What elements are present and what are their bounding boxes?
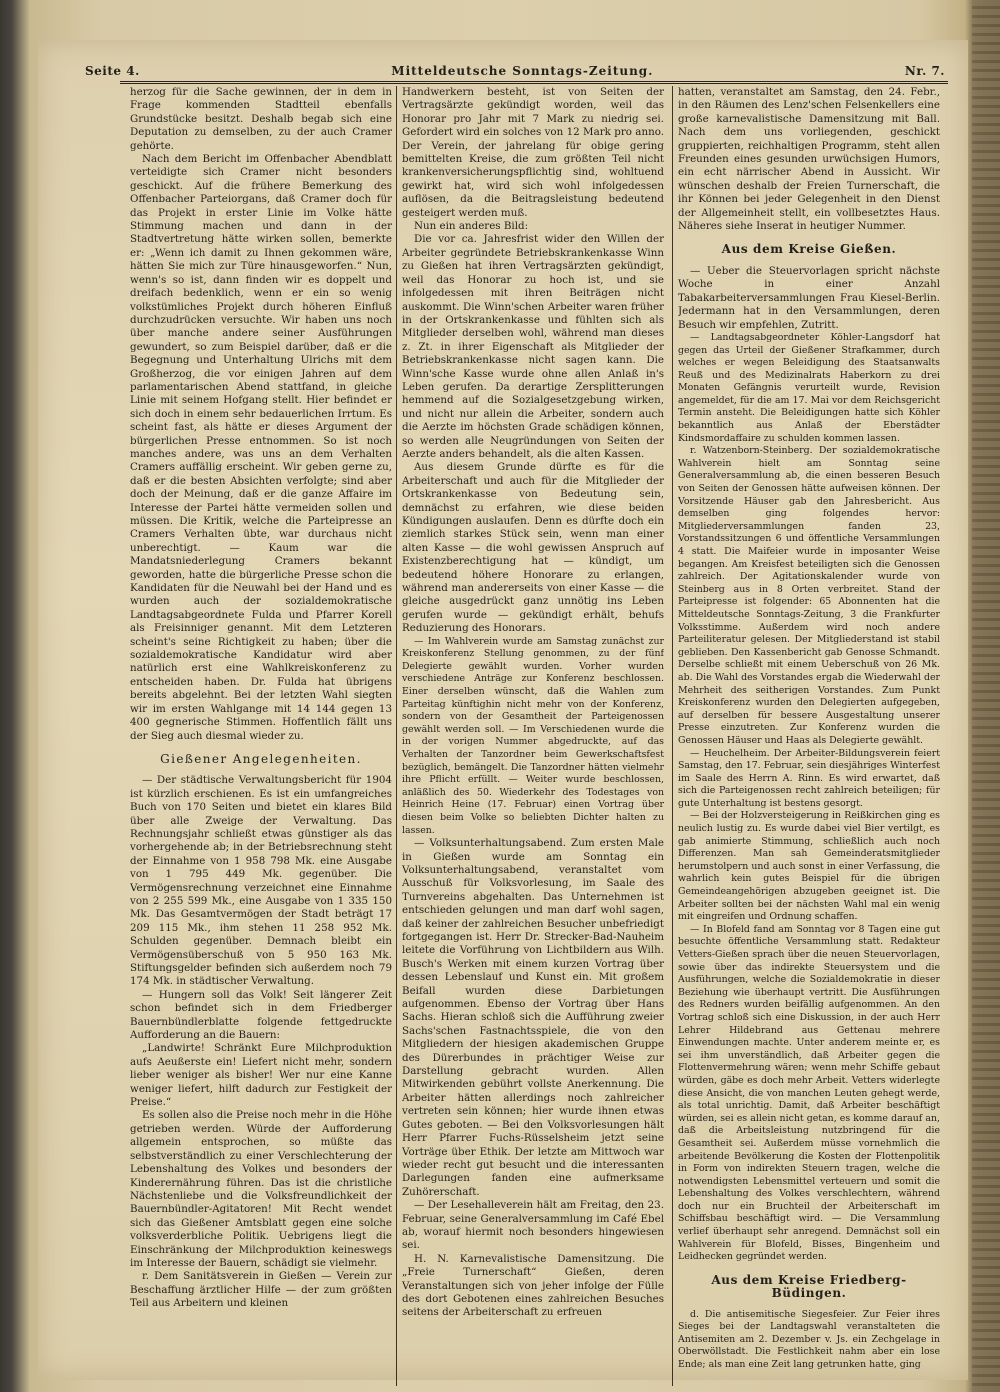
article-paragraph: — Der Lesehalleverein hält am Freitag, den 23. Februar, seine Generalversammlung im Café Ebel ab, worauf hiermit noch besonders hingewiesen sei.: [402, 1199, 664, 1252]
article-paragraph: — Ueber die Steuervorlagen spricht nächste Woche in einer Anzahl Tabakarbeiterversammlungen Frau Kiesel-Berlin. Jedermann hat in den Versammlungen, deren Besuch wir empfehlen, Zutritt.: [678, 264, 940, 331]
column-3: [678, 86, 940, 1376]
article-paragraph: H. N. Karnevalistische Damensitzung. Die „Freie Turnerschaft“ Gießen, deren Veranstaltungen sich von jeher infolge der Fülle des dort Gebotenen eines zahlreichen Besuches seitens der Arbeiterschaft zu erfreuen: [402, 1252, 664, 1319]
article-paragraph: hatten, veranstaltet am Samstag, den 24. Febr., in den Räumen des Lenz'schen Felsenkellers eine große karnevalistische Damensitzung mit Ball. Nach dem uns vorliegenden, geschickt gruppierten, reichhaltigen Programm, steht allen Freunden eines gesunden urwüchsigen Humors, ein echt närrischer Abend in Aussicht. Wir wünschen deshalb der Freien Turnerschaft, die ihr Können bei jeder Gelegenheit in den Dienst der Allgemeinheit stellt, ein vollbesetztes Haus. Näheres siehe Inserat in heutiger Nummer.: [678, 86, 940, 233]
quoted-paragraph: „Landwirte! Schränkt Eure Milchproduktion aufs Aeußerste ein! Liefert nicht mehr, sondern lieber weniger als bisher! Wer nur eine Kanne weniger liefert, hilft dadurch zur Festigkeit der Preise.“: [130, 1042, 392, 1109]
article-paragraph: r. Watzenborn-Steinberg. Der sozialdemokratische Wahlverein hielt am Sonntag seine Generalversammlung ab, die einen besseren Besuch von Seiten der Genossen hätte aufweisen können. Der Vorsitzende Häuser gab den Jahresbericht. Aus demselben ging folgendes hervor: Mitgliederversammlungen fanden 23, Vorstandssitzungen 6 und öffentliche Versammlungen 4 statt. Die Maifeier wurde in imposanter Weise begangen. Am Kreisfest beteiligten sich die Genossen zahlreich. Der Agitationskalender wurde von Steinberg aus in 8 Orten verbreitet. Stand der Parteipresse ist folgender: 65 Abonnenten hat die Mitteldeutsche Sonntags-Zeitung, 3 die Frankfurter Volksstimme. Außerdem wird noch andere Parteiliteratur gelesen. Der Mitgliederstand ist stabil geblieben. Den Kassenbericht gab Genosse Schmandt. Derselbe schließt mit einem Ueberschuß von 26 Mk. ab. Die Wahl des Vorstandes ergab die Wiederwahl der Mehrheit des seitherigen Vorstandes. Zum Punkt Kreiskonferenz wurden den Delegierten aufgegeben, auf derselben für bessere Ausgestaltung unserer Presse einzutreten. Zur Konferenz wurden die Genossen Häuser und Haas als Delegierte gewählt.: [678, 445, 940, 746]
article-paragraph: Handwerkern besteht, ist von Seiten der Vertragsärzte gekündigt worden, weil das Honorar pro Jahr mit 7 Mark zu niedrig sei. Gefordert wird ein solches von 12 Mark pro anno. Der Verein, der jahrelang für obige gering bemittelten Kreise, die zum größten Teil nicht krankenversicherungspflichtig sind, wohltuend gewirkt hat, wird sich wohl infolgedessen auflösen, da die Beitragsleistung bedeutend gesteigert werden muß.: [402, 86, 664, 219]
column-divider: [672, 86, 673, 1386]
page-label: Seite 4.: [85, 64, 140, 78]
article-paragraph: r. Dem Sanitätsverein in Gießen — Verein zur Beschaffung ärztlicher Hilfe — der zum größten Teil aus Arbeitern und kleinen: [130, 1270, 392, 1310]
column-divider: [396, 86, 397, 1386]
issue-number: Nr. 7.: [904, 64, 945, 78]
article-paragraph: — Heuchelheim. Der Arbeiter-Bildungsverein feiert Samstag, den 17. Februar, sein diesjähriges Winterfest im Saale des Herrn A. Rinn. Es wird erwartet, daß sich die Parteigenossen recht zahlreich beteiligen; für gute Unterhaltung ist bestens gesorgt.: [678, 747, 940, 809]
article-paragraph: — Landtagsabgeordneter Köhler-Langsdorf hat gegen das Urteil der Gießener Strafkammer, durch welches er wegen Beleidigung des Staatsanwalts Reuß und des Medizinalrats Haberkorn zu drei Monaten Gefängnis verurteilt wurde, Revision angemeldet, für die am 17. Mai vor dem Reichsgericht Termin ansteht. Die Beleidigungen hatte sich Köhler bekanntlich aus Anlaß der Eberstädter Kindsmordaffaire zu schulden kommen lassen.: [678, 331, 940, 444]
article-paragraph: — Bei der Holzversteigerung in Reißkirchen ging es neulich lustig zu. Es wurde dabei viel Bier vertilgt, es gab animierte Stimmung, schließlich auch noch Differenzen. Man sah Gemeinderatsmitglieder herumstolpern und auch sonst in einer Verfassung, die wahrlich kein gutes Beispiel für die übrigen Gemeindeangehörigen abzugeben geeignet ist. Die Arbeiter sollten bei der nächsten Wahl mal ein wenig mit eingreifen und Ordnung schaffen.: [678, 810, 940, 923]
article-paragraph: herzog für die Sache gewinnen, der in dem in Frage kommenden Stadtteil ebenfalls Grundstücke besitzt. Deshalb begab sich eine Deputation zu demselben, zu der auch Cramer gehörte.: [130, 86, 392, 152]
article-paragraph: d. Die antisemitische Siegesfeier. Zur Feier ihres Sieges bei der Landtagswahl veranstalteten die Antisemiten am 2. Dezember v. Js. ein Zechgelage in Oberwöllstadt. Die Festlichkeit nahm aber ein lose Ende; als man eine Zeit lang getrunken hatte, ging: [678, 1308, 940, 1371]
article-paragraph: Nun ein anderes Bild:: [414, 220, 529, 233]
article-paragraph: — Der städtische Verwaltungsbericht für 1904 ist kürzlich erschienen. Es ist ein umfangreiches Buch von 170 Seiten und bietet ein klares Bild über alle Zweige der Verwaltung. Das Rechnungsjahr schließt etwas günstiger als das vorhergehende ab; in der Betriebsrechnung steht der Einnahme von 1 958 798 Mk. eine Ausgabe von 1 795 449 Mk. gegenüber. Die Vermögensrechnung verzeichnet eine Einnahme von 2 255 599 Mk., eine Ausgabe von 1 335 150 Mk. Das Gesamtvermögen der Stadt beträgt 17 209 115 Mk., ihm stehen 11 258 952 Mk. Schulden gegenüber. Demnach bleibt ein Vermögensüberschuß von 5 950 163 Mk. Stiftungsgelder befinden sich außerdem noch 79 174 Mk. in städtischer Verwaltung.: [130, 774, 392, 988]
column-2: [402, 86, 664, 1376]
article-paragraph: Die vor ca. Jahresfrist wider den Willen der Arbeiter gegründete Betriebskrankenkasse Winn zu Gießen hat ihren Vertragsärzten gekündigt, weil das Honorar zu hoch ist, und sie infolgedessen mit ihren Beiträgen nicht auskommt. Die Winn'schen Arbeiter waren früher in der Ortskrankenkasse und fühlten sich als Mitglieder derselben wohl, während man dieses z. Zt. in ihrer Eigenschaft als Mitglieder der Betriebskrankenkasse nicht sagen kann. Die Winn'sche Kasse wurde ohne allen Anlaß in's Leben gerufen. Da derartige Zersplitterungen hemmend auf die Sozialgesetzgebung wirken, und nicht nur allein die Arbeiter, sondern auch die Aerzte im höchsten Grade schädigen können, so werden alle Neugründungen von Seiten der Aerzte anders behandelt, als die alten Kassen.: [402, 233, 664, 460]
column-1: [130, 86, 392, 1376]
header-rule: [120, 81, 948, 84]
article-paragraph: — Hungern soll das Volk! Seit längerer Zeit schon befindet sich in dem Friedberger Bauernbündlerblatte folgende fettgedruckte Aufforderung an die Bauern:: [130, 988, 392, 1042]
newspaper-title: Mitteldeutsche Sonntags-Zeitung.: [391, 64, 654, 78]
article-paragraph: Aus diesem Grunde dürfte es für die Arbeiterschaft und auch für die Mitglieder der Ortskrankenkasse von Bedeutung sein, demnächst zu erfahren, wie diese beiden Kündigungen auslaufen. Denn es dürfte doch ein ziemlich starkes Stück sein, wenn man einer alten Kasse — die wohl gewissen Anspruch auf Existenzberechtigung hat — kündigt, um bedeutend höhere Honorare zu erlangen, während man andererseits von einer Kasse — die gleiche ausgedrückt ganz unnötig ins Leben gerufen wurde — gekündigt erhält, behufs Reduzierung des Honorars.: [402, 461, 664, 635]
section-heading: Aus dem Kreise Friedberg-Büdingen.: [711, 1272, 907, 1301]
article-paragraph: — Im Wahlverein wurde am Samstag zunächst zur Kreiskonferenz Stellung genommen, zu der fünf Delegierte gewählt wurden. Vorher wurden verschiedene Anträge zur Konferenz beschlossen. Einer derselben wünscht, daß die Wahlen zum Parteitag künftighin nicht mehr von der Konferenz, sondern von der Gesamtheit der Parteigenossen gewählt werden soll. — Im Verschiedenen wurde die in der vorigen Nummer abgedruckte, auf das Verhalten der Tanzordner beim Gewerkschaftsfest bezüglich, bemängelt. Die Tanzordner hätten vielmehr ihre Pflicht erfüllt. — Weiter wurde beschlossen, anläßlich des 50. Wiederkehr des Todestages von Heinrich Heine (17. Februar) einen Vortrag über diesen beim Volke so beliebten Dichter halten zu lassen.: [402, 635, 664, 836]
article-paragraph: Nach dem Bericht im Offenbacher Abendblatt verteidigte sich Cramer nicht besonders geschickt. Auf die frühere Bemerkung des Offenbacher Parteiorgans, daß Cramer doch für das Projekt in erster Linie im Volke hätte Stimmung machen und dann in der Stadtvertretung hätte wirken sollen, bemerkte er: „Wenn ich damit zu Ihnen gekommen wäre, hätten Sie mich zur Türe hinausgeworfen.“ Nun, wenn's so ist, dann finden wir es doppelt und dreifach bedenklich, wenn er ein so wenig volkstümliches Projekt durch höheren Einfluß durchzudrücken versuchte. Wir haben uns noch über manche andere seiner Ausführungen gewundert, so zum Beispiel darüber, daß er die Begegnung und Unterhaltung Ulrichs mit dem Großherzog, die vor einigen Jahren auf dem parlamentarischen Abend stattfand, in gleiche Linie mit seinem Hofgang stellt. Hier befindet er sich doch in einem sehr bedauerlichen Irrtum. Es scheint fast, als hätte er dieses Argument der bürgerlichen Presse entnommen. So ist noch manches andere, was uns an dem Verhalten Cramers auffällig erscheint. Wir geben gerne zu, daß er die besten Absichten verfolgte; sind aber doch der Meinung, daß er die ganze Affaire im Interesse der Partei hätte vermeiden sollen und müssen. Die Kritik, welche die Parteipresse an Cramers Verhalten übte, war durchaus nicht unberechtigt. — Kaum war die Mandatsniederlegung Cramers bekannt geworden, hatte die bürgerliche Presse schon die Kandidaten für die Neuwahl bei der Hand und es wurden auch der sozialdemokratische Landtagsabgeordnete Fulda und Pfarrer Korell als Freisinniger genannt. Mit dem Letzteren scheint's seine Richtigkeit zu haben; über die sozialdemokratische Kandidatur wird aber natürlich erst eine Wahlkreiskonferenz zu entscheiden haben. Dr. Fulda hat übrigens bereits abgelehnt. Bei der letzten Wahl siegten wir im ersten Wahlgange mit 14 144 gegen 13 400 gegnerische Stimmen. Hoffentlich fällt uns der Sieg auch diesmal wieder zu.: [130, 153, 392, 742]
page-header: [85, 62, 945, 80]
article-paragraph: Es sollen also die Preise noch mehr in die Höhe getrieben werden. Würde der Aufforderung allgemein entsprochen, so müßte das selbstverständlich zu einer Verschlechterung der Lebenshaltung des Volkes und besonders der Kinderernährung führen. Das ist die christliche Nächstenliebe und die Volksfreundlichkeit der Bauernbündler-Agitatoren! Mit Recht wendet sich das Gießener Amtsblatt gegen eine solche volksverderbliche Politik. Uebrigens liegt die Einschränkung der Milchproduktion keineswegs im Interesse der Bauern, schädigt sie vielmehr.: [130, 1109, 392, 1269]
binding-edge: [972, 0, 1000, 1392]
article-paragraph: — Volksunterhaltungsabend. Zum ersten Male in Gießen wurde am Sonntag ein Volksunterhaltungsabend, veranstaltet vom Ausschuß für Volksvorlesung, im Saale des Turnvereins abgehalten. Das Unternehmen ist entschieden gelungen und man darf wohl sagen, daß keiner der zahlreichen Besucher unbefriedigt fortgegangen ist. Herr Dr. Strecker-Bad-Nauheim leitete die Vorführung von Lichtbildern aus Wilh. Busch's Werken mit einem kurzen Vortrag über dessen Lebenslauf und Kunst ein. Mit großem Beifall wurden diese Darbietungen aufgenommen. Ebenso der Vortrag über Hans Sachs. Hieran schloß sich die Aufführung zweier Sachs'schen Fastnachtsspiele, die von den Mitgliedern der hiesigen akademischen Gruppe des Dürerbundes in prächtiger Weise zur Darstellung gebracht wurden. Allen Mitwirkenden gebührt vollste Anerkennung. Die Arbeiter hätten allerdings noch zahlreicher vertreten sein können; hier wurde ihnen etwas Gutes geboten. — Bei den Volksvorlesungen hält Herr Pfarrer Fuchs-Rüsselsheim jetzt seine Vorträge über Ethik. Der letzte am Mittwoch war wieder recht gut besucht und die interessanten Darlegungen fanden eine aufmerksame Zuhörerschaft.: [402, 837, 664, 1198]
article-paragraph: — In Blofeld fand am Sonntag vor 8 Tagen eine gut besuchte öffentliche Versammlung statt. Redakteur Vetters-Gießen sprach über die neuen Steuervorlagen, sowie über das indirekte Steuersystem und die Ausführungen, welche die Sozialdemokratie in dieser Beziehung wie überhaupt vertritt. Die Ausführungen des Redners wurden beifällig aufgenommen. An den Vortrag schloß sich eine Diskussion, in der auch Herr Lehrer Hildebrand aus Gettenau mehrere Einwendungen machte. Unter anderem meinte er, es sei ihm unverständlich, daß Arbeiter gegen die Flottenvermehrung wären; wenn mehr Schiffe gebaut würden, gäbe es doch mehr Arbeit. Vetters widerlegte diese Ansicht, die von manchen Leuten gehegt werde, als total unrichtig. Damit, daß Arbeiter beschäftigt würden, sei es allein nicht getan, es komme darauf an, daß die Arbeitsleistung nutzbringend für die Gesamtheit sei. Außerdem müsse vornehmlich die arbeitende Bevölkerung die Kosten der Flottenpolitik in Form von indirekten Steuern tragen, welche die notwendigsten Lebensmittel verteuern und somit die Lebenshaltung des Volkes verschlechtern, während doch nur ein Bruchteil der Arbeiterschaft im Schiffsbau beschäftigt wird. — Die Versammlung verlief überhaupt sehr anregend. Demnächst soll ein Wahlverein für Blofeld, Bisses, Bingenheim und Leidhecken gegründet werden.: [678, 923, 940, 1263]
section-heading: Gießener Angelegenheiten.: [160, 751, 362, 766]
section-heading: Aus dem Kreise Gießen.: [721, 242, 897, 257]
